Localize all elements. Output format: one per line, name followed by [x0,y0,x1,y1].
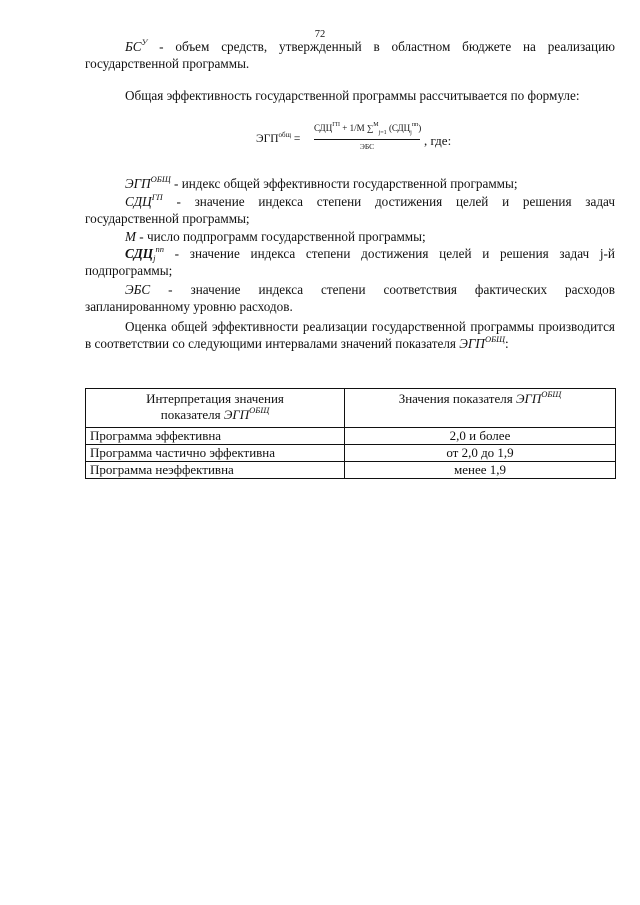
header-text: Интерпретация значения [146,391,284,406]
fraction-bar [314,139,420,140]
table-row [86,462,616,479]
header-text: показателя [160,407,224,422]
definition-m [85,228,615,245]
header-superscript: ОБЩ [541,389,562,399]
table-cell-label: Программа эффективна [86,428,345,445]
formula-sum-sign: ∑ [364,123,374,133]
formula-close-paren: ) [418,123,422,133]
formula-num-sdcj-sub: j [410,130,412,136]
header-text: Значения показателя [398,391,516,406]
definition-sdc-gp [85,193,615,227]
symbol-bs: БС [125,39,142,54]
formula-numerator [314,118,420,139]
formula-sum-lower: j=1 [378,130,387,136]
formula-num-sdcj-sup: пп [411,122,419,128]
definition-sdc-pp [85,245,615,279]
formula-lhs-superscript: общ [278,131,291,139]
def-symbol: ЭБС [125,282,151,297]
formula-lhs [256,131,300,148]
def-symbol: СДЦ [125,246,154,261]
def-superscript: ОБЩ [150,174,171,184]
formula-plus: + [340,123,350,133]
def-text: - значение индекса степени достижения целей и решения задач j-й подпрограммы; [85,246,615,278]
symbol-bs-superscript: У [141,37,148,47]
formula-denominator: ЭБС [359,142,375,151]
table-cell-label: Программа неэффективна [86,462,345,479]
table-cell-value: 2,0 и более [345,428,616,445]
intervals-table [85,388,616,479]
table-header-row [86,389,616,428]
def-symbol: М [125,229,136,244]
table-row [86,445,616,462]
def-text: - значение индекса степени соответствия фактических расходов запланированному уровню расходов. [85,282,615,314]
def-superscript: ГП [151,192,163,202]
def-text: - индекс общей эффективности государственной программы; [170,176,518,191]
efficiency-formula [256,118,476,160]
formula-tail: , где: [424,133,452,148]
def-symbol: ЭГП [125,176,151,191]
page-number: 72 [314,29,326,40]
table-cell-label: Программа частично эффективна [86,445,345,462]
table-cell-value: менее 1,9 [345,462,616,479]
def-subscript: j [153,253,156,263]
table-cell-value: от 2,0 до 1,9 [345,445,616,462]
def-symbol: СДЦ [125,194,152,209]
formula-sum-upper: M [373,122,379,128]
paragraph-text: Оценка общей эффективности реализации государственной программы производится в соответствии со следующими интервалами значений показателя [85,319,615,351]
paragraph-text: - объем средств, утвержденный в областном бюджете на реализацию государственной программы. [85,39,615,71]
formula-lhs-symbol: ЭГП [256,133,279,145]
paragraph-tail: : [504,336,509,351]
def-superscript: пп [155,244,164,254]
paragraph-intervals-intro [85,318,615,352]
formula-fraction [314,118,420,152]
formula-num-sdcj: (СДЦ [386,123,411,133]
header-symbol: ЭГП [515,391,542,406]
def-text: - число подпрограмм государственной программы; [136,229,426,244]
def-text: - значение индекса степени достижения целей и решения задач государственной программы; [85,194,615,226]
paragraph-formula-intro: Общая эффективность государственной программы рассчитывается по формуле: [125,88,580,103]
formula-num-sdc-sup: ГП [332,122,341,128]
definition-egp [85,175,615,192]
header-symbol: ЭГП [223,407,250,422]
symbol-egp: ЭГП [459,336,485,351]
definition-ebs [85,281,615,315]
formula-one-over-m: 1/M [349,123,365,133]
formula-num-sdc: СДЦ [314,123,333,133]
table-header-interpretation [86,389,345,428]
header-superscript: ОБЩ [249,405,270,415]
paragraph-bs-definition [85,38,615,72]
table-row [86,428,616,445]
symbol-egp-superscript: ОБЩ [484,334,505,344]
table-header-values [345,389,616,428]
formula-equals: = [291,133,301,145]
